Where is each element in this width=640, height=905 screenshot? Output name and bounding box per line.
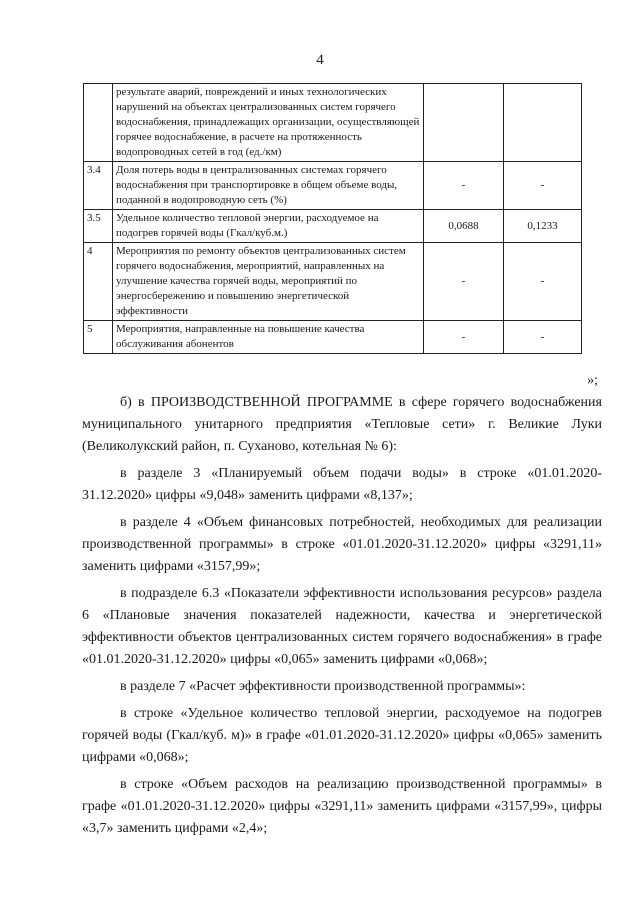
row-value-2: - — [504, 162, 582, 210]
row-value-2 — [504, 84, 582, 162]
table-row — [84, 321, 582, 354]
row-value-1: 0,0688 — [424, 210, 504, 243]
table-row — [84, 162, 582, 210]
paragraph-program-title: б) в ПРОИЗВОДСТВЕННОЙ ПРОГРАММЕ в сфере горячего водоснабжения муниципального унитарного предприятия «Тепловые сети» г. Великие Луки (Великолукский район, п. Суханово, котельная № 6): — [82, 395, 602, 454]
row-description: Мероприятия по ремонту объектов централизованных систем горячего водоснабжения, мероприятий, направленных на улучшение качества горячей воды, мероприятий по энергосбережению и повышению энергетической эффективности — [113, 243, 424, 321]
paragraph-expenses-row: в строке «Объем расходов на реализацию производственной программы» в графе «01.01.2020-31.12.2020» цифры «3291,11» заменить цифрами «3157,99», цифры «3,7» заменить цифрами «2,4»; — [82, 777, 602, 836]
row-number — [84, 84, 113, 162]
row-description: Мероприятия, направленные на повышение качества обслуживания абонентов — [113, 321, 424, 354]
paragraph-subsection-6-3: в подразделе 6.3 «Показатели эффективности использования ресурсов» раздела 6 «Плановые значения показателей надежности, качества и энергетической эффективности объектов централизованных систем горячего водоснабжения» в графе «01.01.2020-31.12.2020» цифры «0,065» заменить цифрами «0,068»; — [82, 586, 602, 667]
document-body — [82, 392, 602, 840]
paragraph-section-7: в разделе 7 «Расчет эффективности производственной программы»: — [120, 679, 526, 694]
row-description: результате аварий, повреждений и иных технологических нарушений на объектах централизованных систем горячего водоснабжения, принадлежащих организации, осуществляющей горячее водоснабжение, в расчете на протяженность водопроводных сетей в год (ед./км) — [113, 84, 424, 162]
row-value-1: - — [424, 162, 504, 210]
row-value-1 — [424, 84, 504, 162]
row-number: 4 — [84, 243, 113, 321]
paragraph-section-3: в разделе 3 «Планируемый объем подачи воды» в строке «01.01.2020-31.12.2020» цифры «9,048» заменить цифрами «8,137»; — [82, 466, 602, 503]
row-value-2: 0,1233 — [504, 210, 582, 243]
row-value-1: - — [424, 321, 504, 354]
row-number: 3.5 — [84, 210, 113, 243]
page-number: 4 — [316, 52, 324, 68]
paragraph-heat-energy-row: в строке «Удельное количество тепловой энергии, расходуемое на подогрев горячей воды (Гкал/куб. м)» в графе «01.01.2020-31.12.2020» цифры «0,065» заменить цифрами «0,068»; — [82, 706, 602, 765]
closing-quote: »; — [587, 373, 598, 388]
row-number: 5 — [84, 321, 113, 354]
table-row — [84, 84, 582, 162]
row-number: 3.4 — [84, 162, 113, 210]
row-value-1: - — [424, 243, 504, 321]
row-description: Доля потерь воды в централизованных системах горячего водоснабжения при транспортировке в общем объеме воды, поданной в водопроводную сеть (%) — [113, 162, 424, 210]
row-value-2: - — [504, 321, 582, 354]
row-description: Удельное количество тепловой энергии, расходуемое на подогрев горячей воды (Гкал/куб.м.) — [113, 210, 424, 243]
row-value-2: - — [504, 243, 582, 321]
table-row — [84, 243, 582, 321]
table-row — [84, 210, 582, 243]
paragraph-section-4: в разделе 4 «Объем финансовых потребностей, необходимых для реализации производственной программы» в строке «01.01.2020-31.12.2020» цифры «3291,11» заменить цифрами «3157,99»; — [82, 515, 602, 574]
indicators-table — [83, 83, 582, 354]
